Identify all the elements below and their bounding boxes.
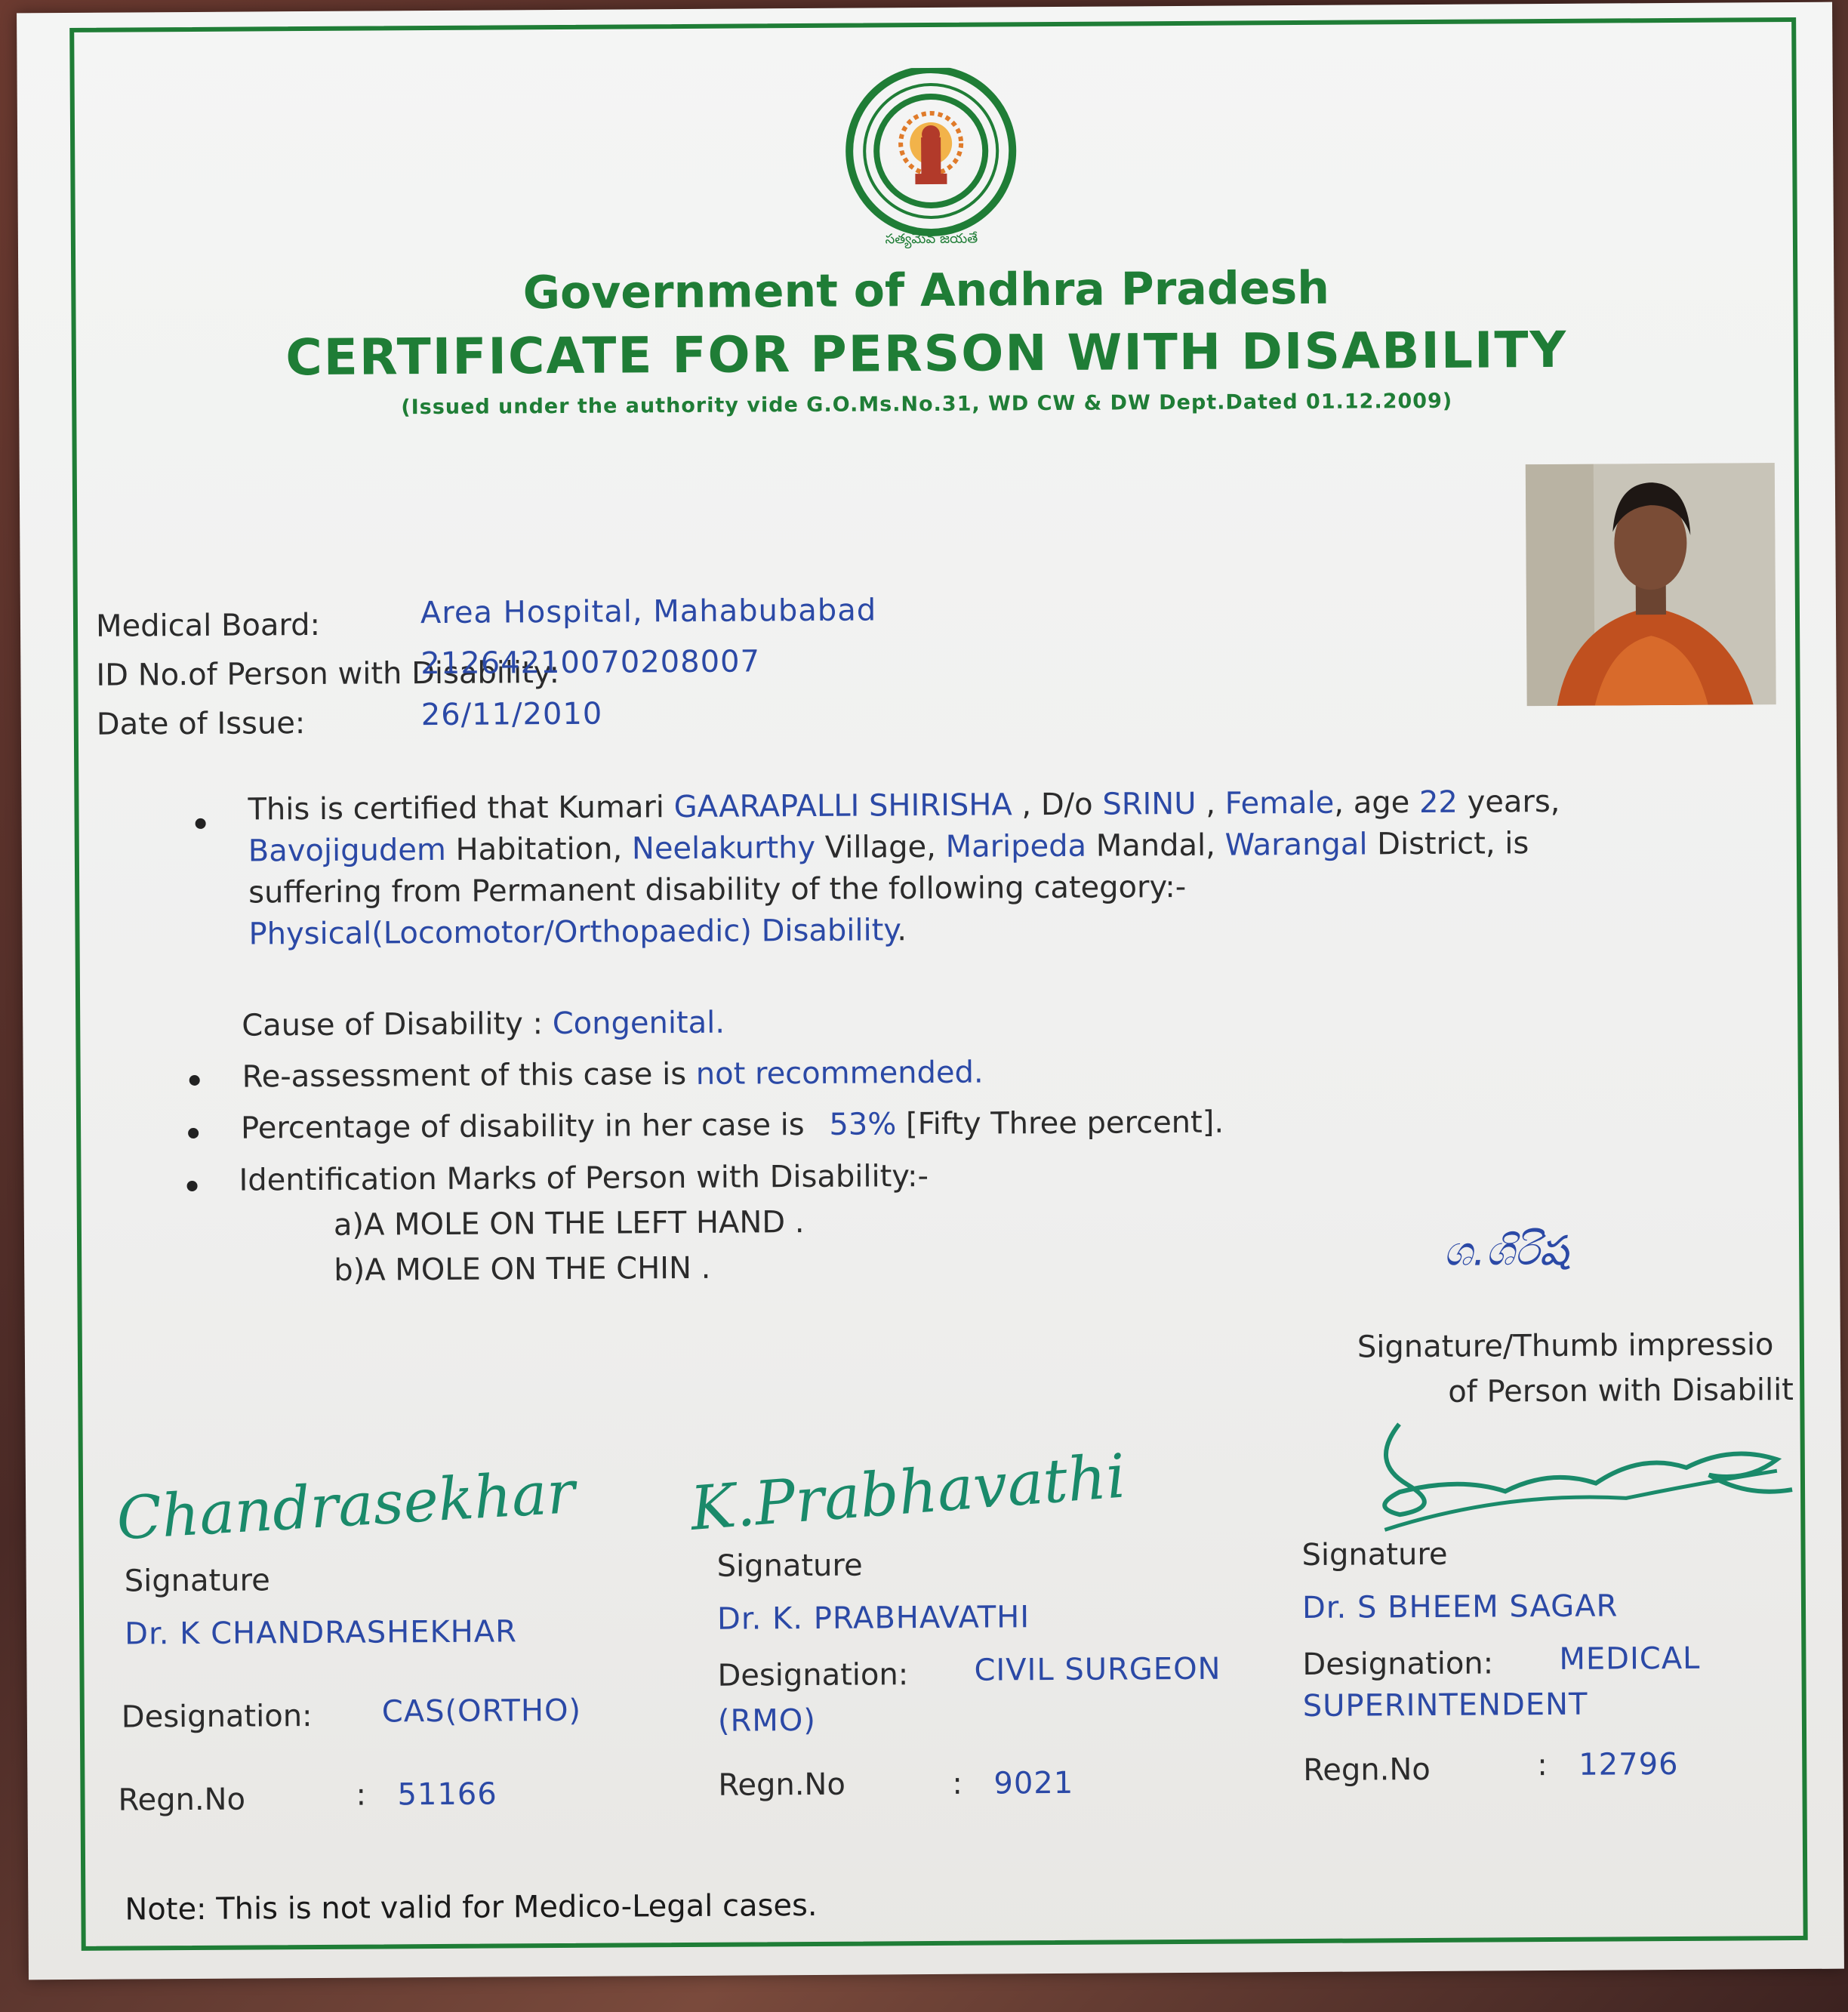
medical-board-value: Area Hospital, Mahabubabad [420,593,877,631]
bullet [187,1181,198,1191]
regn-label-3: Regn.No [1303,1752,1431,1789]
emblem-motto: సత్యమేవ జయతే [885,230,978,248]
authority-line: (Issued under the authority vide G.O.Ms.No.31, WD CW & DW Dept.Dated 01.12.2009) [401,389,1453,420]
mandal: Maripeda [945,828,1087,864]
doctor-name-2: Dr. K. PRABHAVATHI [716,1600,1030,1637]
certification-paragraph: This is certified that Kumari GAARAPALLI SHIRISHA , D/o SRINU , Female, age 22 years, Bavojigudem Habitation, Neelakurthy Village, Maripeda Mandal, Warangal District, is suffering from Permanent disability of the following category:- Physical(Locomotor/Orthopaedic) Disability. [248,784,1560,952]
designation-label-1: Designation: [121,1699,313,1735]
signature-caption-3: Signature [1301,1536,1448,1573]
designation-3: MEDICAL [1559,1641,1701,1677]
regn-sep-1: : [356,1777,367,1813]
reassessment-value: not recommended. [695,1055,984,1092]
certificate-paper [17,2,1844,1980]
gender: Female [1224,785,1335,821]
bullet [196,818,206,829]
regn-sep-3: : [1537,1748,1548,1783]
signature-prabhavathi: K.Prabhavathi [688,1440,1129,1544]
designation-label-2: Designation: [717,1657,909,1693]
regn-number-3: 12796 [1578,1746,1679,1782]
government-title: Government of Andhra Pradesh [522,261,1330,320]
disability-category: Physical(Locomotor/Orthopaedic) Disability [248,913,898,952]
date-label: Date of Issue: [96,706,306,742]
person-signature: ශ.ශිරිష [1443,1226,1569,1275]
regn-label-2: Regn.No [718,1767,846,1803]
district: Warangal [1224,827,1368,863]
village: Neelakurthy [631,830,816,867]
person-signature-caption-2: of Person with Disabilit [1448,1373,1794,1410]
signature-caption-1: Signature [124,1563,270,1599]
regn-sep-2: : [952,1766,963,1801]
age: 22 [1418,784,1458,821]
identification-label: Identification Marks of Person with Disability:- [239,1159,929,1198]
signature-chandrashekhar: Chandrasekhar [115,1459,578,1554]
bullet [189,1075,200,1086]
designation-2-line2: (RMO) [717,1702,817,1739]
regn-number-2: 9021 [993,1765,1074,1801]
regn-label-1: Regn.No [118,1782,246,1818]
cause-value: Congenital. [552,1005,725,1042]
doctor-name-1: Dr. K CHANDRASHEKHAR [125,1614,518,1652]
validity-note: Note: This is not valid for Medico-Legal cases. [125,1887,818,1927]
person-photo [1526,463,1776,706]
regn-number-1: 51166 [397,1776,497,1813]
designation-2: CIVIL SURGEON [974,1651,1221,1688]
state-emblem-icon [836,67,1026,250]
percentage-value: 53% [829,1107,897,1142]
designation-1: CAS(ORTHO) [381,1693,582,1730]
id-label: ID No.of Person with Disability: [96,655,560,693]
signature-caption-2: Signature [716,1548,863,1584]
father-name: SRINU [1102,786,1197,822]
identification-mark-b: b)A MOLE ON THE CHIN . [334,1250,711,1288]
doctor-name-3: Dr. S BHEEM SAGAR [1301,1588,1619,1626]
designation-label-3: Designation: [1302,1646,1494,1683]
signature-bheem-sagar [1354,1399,1807,1553]
cause-line: Cause of Disability : Congenital. [242,1005,725,1043]
identification-mark-a: a)A MOLE ON THE LEFT HAND . [333,1205,805,1243]
reassessment-line: Re-assessment of this case is not recommended. [242,1055,984,1095]
bullet [188,1128,199,1138]
habitation: Bavojigudem [248,832,447,869]
person-name: GAARAPALLI SHIRISHA [673,787,1012,825]
person-signature-caption-1: Signature/Thumb impressio [1357,1327,1774,1365]
id-value: 21264210070208007 [420,644,761,682]
percentage-line: Percentage of disability in her case is 53% [Fifty Three percent]. [240,1105,1224,1146]
medical-board-label: Medical Board: [95,607,321,644]
certificate-title: CERTIFICATE FOR PERSON WITH DISABILITY [285,320,1568,387]
date-value: 26/11/2010 [420,696,603,733]
designation-3-line2: SUPERINTENDENT [1302,1687,1588,1724]
